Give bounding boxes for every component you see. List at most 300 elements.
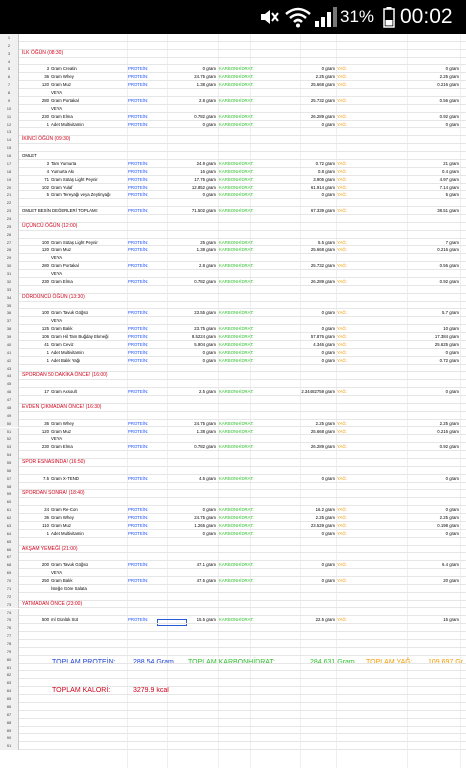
row-number[interactable]: 25 (0, 223, 19, 231)
table-row[interactable] (0, 695, 466, 703)
table-row[interactable] (0, 616, 466, 624)
row-number[interactable]: 21 (0, 191, 19, 199)
row-number[interactable]: 62 (0, 514, 19, 522)
row-number[interactable]: 82 (0, 671, 19, 679)
karb-value: 0 gram (321, 562, 335, 568)
row-number[interactable]: 83 (0, 679, 19, 687)
table-row[interactable] (0, 467, 466, 475)
row-number[interactable]: 49 (0, 412, 19, 420)
row-number[interactable]: 9 (0, 97, 19, 105)
table-row[interactable] (0, 34, 466, 42)
row-number[interactable]: 37 (0, 317, 19, 325)
yag-value: 6.4 gram (442, 562, 459, 568)
yag-value: 0.4 gram (442, 168, 459, 174)
yag-label: YAĞ: (337, 389, 347, 395)
table-row[interactable] (0, 144, 466, 152)
karb-value: 0 gram (321, 121, 335, 127)
table-row[interactable] (0, 443, 466, 451)
yag-label: YAĞ: (337, 349, 347, 355)
karb-label: KARBONHİDRAT: (219, 420, 254, 426)
row-number[interactable]: 18 (0, 168, 19, 176)
protein-label: PROTEİN: (128, 168, 149, 174)
karb-label: KARBONHİDRAT: (219, 349, 254, 355)
yag-value: 0.198 gram (437, 522, 459, 528)
table-row[interactable] (0, 309, 466, 317)
row-number[interactable]: 85 (0, 695, 19, 703)
karb-label: KARBONHİDRAT: (219, 176, 254, 182)
row-number[interactable]: 56 (0, 467, 19, 475)
protein-value: 0.782 gram (194, 444, 216, 450)
table-row[interactable] (0, 81, 466, 89)
table-row[interactable] (0, 624, 466, 632)
row-number[interactable]: 45 (0, 380, 19, 388)
row-number[interactable]: 76 (0, 624, 19, 632)
row-number[interactable]: 23 (0, 207, 19, 215)
table-row[interactable] (0, 302, 466, 310)
karb-label: KARBONHİDRAT: (219, 444, 254, 450)
item-cell: VEYA (51, 570, 63, 576)
table-row[interactable] (0, 184, 466, 192)
table-row[interactable] (0, 325, 466, 333)
table-row[interactable] (0, 317, 466, 325)
table-row[interactable] (0, 160, 466, 168)
table-row[interactable] (0, 553, 466, 561)
table-row[interactable] (0, 191, 466, 199)
karb-value: 67.339 gram (310, 208, 335, 214)
row-number[interactable]: 67 (0, 553, 19, 561)
protein-label: PROTEİN: (128, 192, 149, 198)
table-row[interactable] (0, 372, 466, 380)
row-number[interactable]: 73 (0, 601, 19, 609)
table-row[interactable] (0, 734, 466, 742)
yag-value: 0.216 gram (437, 428, 459, 434)
table-row[interactable] (0, 420, 466, 428)
row-number[interactable]: 72 (0, 593, 19, 601)
table-row[interactable] (0, 719, 466, 727)
row-number[interactable]: 91 (0, 742, 19, 750)
karb-value: 61.914 gram (310, 184, 335, 190)
row-number[interactable]: 89 (0, 727, 19, 735)
row-number[interactable]: 63 (0, 522, 19, 530)
yag-label: YAĞ: (337, 239, 347, 245)
table-row[interactable] (0, 254, 466, 262)
qty-cell: 200 (41, 562, 49, 568)
row-number[interactable]: 54 (0, 451, 19, 459)
row-number[interactable]: 64 (0, 530, 19, 538)
protein-value: 1.38 gram (196, 428, 216, 434)
table-row[interactable] (0, 727, 466, 735)
item-cell: Gram Tereyağı veya Zeytinyağı (51, 192, 111, 198)
table-row[interactable] (0, 483, 466, 491)
row-number[interactable]: 80 (0, 656, 19, 664)
karb-value: 16.2 gram (315, 507, 335, 513)
row-number[interactable]: 10 (0, 105, 19, 113)
row-number[interactable]: 14 (0, 136, 19, 144)
karb-value: 0 gram (321, 349, 335, 355)
row-number[interactable]: 81 (0, 664, 19, 672)
karb-value: 0 gram (321, 326, 335, 332)
table-row[interactable] (0, 58, 466, 66)
karb-value: 26.289 gram (310, 113, 335, 119)
row-number[interactable]: 29 (0, 254, 19, 262)
row-number[interactable]: 6 (0, 73, 19, 81)
table-row[interactable] (0, 357, 466, 365)
table-row[interactable] (0, 664, 466, 672)
row-number[interactable]: 53 (0, 443, 19, 451)
table-row[interactable] (0, 113, 466, 121)
protein-value: 0 gram (202, 349, 216, 355)
protein-value: 24.75 gram (194, 74, 216, 80)
protein-label: PROTEİN: (128, 247, 149, 253)
row-number[interactable]: 40 (0, 341, 19, 349)
karb-label: KARBONHİDRAT: (219, 310, 254, 316)
row-number[interactable]: 57 (0, 475, 19, 483)
karb-label: KARBONHİDRAT: (219, 357, 254, 363)
row-number[interactable]: 71 (0, 585, 19, 593)
table-row[interactable] (0, 239, 466, 247)
yag-value: 10 gram (443, 326, 459, 332)
row-number[interactable]: 34 (0, 294, 19, 302)
table-row[interactable] (0, 176, 466, 184)
karb-value: 2.25 gram (315, 420, 335, 426)
table-row[interactable] (0, 333, 466, 341)
protein-value: 1.265 gram (194, 522, 216, 528)
protein-value: 0 gram (202, 357, 216, 363)
table-row[interactable] (0, 50, 466, 58)
row-number[interactable]: 4 (0, 58, 19, 66)
table-row[interactable] (0, 278, 466, 286)
karb-label: KARBONHİDRAT: (219, 113, 254, 119)
qty-cell: 230 (41, 444, 49, 450)
item-cell: VEYA (51, 271, 63, 277)
row-number[interactable]: 46 (0, 388, 19, 396)
row-number[interactable]: 36 (0, 309, 19, 317)
row-number[interactable]: 90 (0, 734, 19, 742)
protein-value: 23.75 gram (194, 326, 216, 332)
table-row[interactable] (0, 89, 466, 97)
table-row[interactable] (0, 404, 466, 412)
item-cell: Gram Muz (51, 428, 72, 434)
yag-label: YAĞ: (337, 341, 347, 347)
table-row[interactable] (0, 609, 466, 617)
protein-value: 24.75 gram (194, 515, 216, 521)
protein-value: 47.1 gram (196, 562, 216, 568)
row-number[interactable]: 88 (0, 719, 19, 727)
protein-value: 24.75 gram (194, 420, 216, 426)
karb-label: KARBONHİDRAT: (219, 278, 254, 284)
qty-cell: 230 (41, 278, 49, 284)
table-row[interactable] (0, 136, 466, 144)
row-number[interactable]: 12 (0, 121, 19, 129)
row-number[interactable]: 33 (0, 286, 19, 294)
yag-value: 0 gram (445, 475, 459, 481)
table-row[interactable] (0, 577, 466, 585)
total-karb-value: 284.631 Gram (310, 659, 355, 666)
row-number[interactable]: 31 (0, 270, 19, 278)
table-row[interactable] (0, 514, 466, 522)
yag-value: 2.25 gram (439, 420, 459, 426)
row-number[interactable]: 87 (0, 711, 19, 719)
qty-cell: 36 (44, 74, 49, 80)
table-row[interactable] (0, 349, 466, 357)
table-row[interactable] (0, 601, 466, 609)
table-row[interactable] (0, 105, 466, 113)
karb-value: 0 gram (321, 530, 335, 536)
row-number[interactable]: 74 (0, 609, 19, 617)
table-row[interactable] (0, 711, 466, 719)
table-row[interactable] (0, 412, 466, 420)
row-number[interactable]: 68 (0, 561, 19, 569)
yag-value: 0.72 gram (439, 357, 459, 363)
table-row[interactable] (0, 742, 466, 750)
table-row[interactable] (0, 294, 466, 302)
karb-value: 0 gram (321, 357, 335, 363)
yag-label: YAĞ: (337, 357, 347, 363)
item-cell: Gram Re-Con (51, 507, 78, 513)
table-row[interactable] (0, 490, 466, 498)
row-number[interactable]: 16 (0, 152, 19, 160)
total-protein-label: TOPLAM PROTEİN: (52, 659, 116, 666)
table-row[interactable] (0, 199, 466, 207)
protein-value: 23.55 gram (194, 310, 216, 316)
yag-value: 0 gram (445, 121, 459, 127)
row-number[interactable]: 59 (0, 490, 19, 498)
yag-label: YAĞ: (337, 428, 347, 434)
table-row[interactable] (0, 498, 466, 506)
table-row[interactable] (0, 380, 466, 388)
table-row[interactable] (0, 396, 466, 404)
item-cell: Gram Yulaf (51, 184, 73, 190)
protein-value: 0 gram (202, 192, 216, 198)
table-row[interactable] (0, 428, 466, 436)
row-number[interactable]: 77 (0, 632, 19, 640)
item-cell: Gram Sütaş Light Peynir (51, 239, 98, 245)
row-number[interactable]: 38 (0, 325, 19, 333)
item-cell: Gram Whey (51, 515, 74, 521)
protein-label: PROTEİN: (128, 444, 149, 450)
row-number[interactable]: 41 (0, 349, 19, 357)
row-number[interactable]: 43 (0, 365, 19, 373)
yag-label: YAĞ: (337, 184, 347, 190)
row-number[interactable]: 19 (0, 176, 19, 184)
karb-value: 4.346 gram (313, 341, 335, 347)
protein-label: PROTEİN: (128, 160, 149, 166)
row-number[interactable]: 58 (0, 483, 19, 491)
item-cell: Gram Muz (51, 82, 72, 88)
section-title: SPORDAN SONRA! (18:40) (22, 490, 85, 497)
table-row[interactable] (0, 640, 466, 648)
protein-label: PROTEİN: (128, 74, 149, 80)
row-number[interactable]: 32 (0, 278, 19, 286)
row-number[interactable]: 17 (0, 160, 19, 168)
protein-value: 2.5 gram (199, 389, 216, 395)
row-number[interactable]: 8 (0, 89, 19, 97)
table-row[interactable] (0, 593, 466, 601)
yag-value: 5 gram (445, 192, 459, 198)
protein-label: PROTEİN: (128, 522, 149, 528)
table-row[interactable] (0, 231, 466, 239)
row-number[interactable]: 69 (0, 569, 19, 577)
row-number[interactable]: 50 (0, 420, 19, 428)
row-number[interactable]: 75 (0, 616, 19, 624)
table-row[interactable] (0, 97, 466, 105)
karb-label: KARBONHİDRAT: (219, 82, 254, 88)
yag-value: 0 gram (445, 507, 459, 513)
table-row[interactable] (0, 215, 466, 223)
row-number[interactable]: 84 (0, 687, 19, 695)
row-number[interactable]: 27 (0, 239, 19, 247)
row-number[interactable]: 7 (0, 81, 19, 89)
yag-label: YAĞ: (337, 247, 347, 253)
table-row[interactable] (0, 341, 466, 349)
table-row[interactable] (0, 286, 466, 294)
yag-label: YAĞ: (337, 192, 347, 198)
table-row[interactable] (0, 262, 466, 270)
table-row[interactable] (0, 388, 466, 396)
row-number[interactable]: 61 (0, 506, 19, 514)
row-number[interactable]: 35 (0, 302, 19, 310)
row-number[interactable]: 52 (0, 435, 19, 443)
row-number[interactable]: 70 (0, 577, 19, 585)
row-number[interactable]: 86 (0, 703, 19, 711)
table-row[interactable] (0, 656, 466, 664)
table-row[interactable] (0, 585, 466, 593)
karb-value: 2.25 gram (315, 74, 335, 80)
table-row[interactable] (0, 73, 466, 81)
item-cell: Gram Sütaş Light Peynir (51, 176, 98, 182)
table-row[interactable] (0, 168, 466, 176)
yag-label: YAĞ: (337, 530, 347, 536)
protein-label: PROTEİN: (128, 428, 149, 434)
section-title: DÖRDÜNCÜ ÖĞÜN (13:30) (22, 293, 85, 300)
row-number[interactable]: 26 (0, 231, 19, 239)
table-row[interactable] (0, 223, 466, 231)
table-row[interactable] (0, 246, 466, 254)
table-row[interactable] (0, 679, 466, 687)
row-number[interactable]: 2 (0, 42, 19, 50)
item-cell: Gram Whey (51, 420, 74, 426)
row-number[interactable]: 11 (0, 113, 19, 121)
protein-value: 15.5 gram (196, 617, 216, 623)
qty-cell: 120 (41, 428, 49, 434)
table-row[interactable] (0, 121, 466, 129)
row-number[interactable]: 5 (0, 65, 19, 73)
row-number[interactable]: 48 (0, 404, 19, 412)
row-number[interactable]: 39 (0, 333, 19, 341)
row-number[interactable]: 66 (0, 546, 19, 554)
qty-cell: 1 (46, 530, 49, 536)
karb-label: KARBONHİDRAT: (219, 562, 254, 568)
row-number[interactable]: 1 (0, 34, 19, 42)
table-row[interactable] (0, 569, 466, 577)
karb-label: KARBONHİDRAT: (219, 192, 254, 198)
row-number[interactable]: 51 (0, 428, 19, 436)
row-number[interactable]: 65 (0, 538, 19, 546)
table-row[interactable] (0, 152, 466, 160)
table-row[interactable] (0, 546, 466, 554)
table-row[interactable] (0, 475, 466, 483)
protein-label: PROTEİN: (128, 66, 149, 72)
qty-cell: 1 (46, 349, 49, 355)
table-row[interactable] (0, 270, 466, 278)
yag-label: YAĞ: (337, 507, 347, 513)
yag-label: YAĞ: (337, 97, 347, 103)
row-number[interactable]: 44 (0, 372, 19, 380)
row-number[interactable]: 13 (0, 128, 19, 136)
row-number[interactable]: 3 (0, 50, 19, 58)
karb-label: KARBONHİDRAT: (219, 97, 254, 103)
qty-cell: 500 (41, 617, 49, 623)
item-cell: Adet Multivitamin (51, 349, 84, 355)
item-cell: Tam Yumurta (51, 160, 77, 166)
table-row[interactable] (0, 435, 466, 443)
table-row[interactable] (0, 459, 466, 467)
protein-label: PROTEİN: (128, 530, 149, 536)
table-row[interactable] (0, 703, 466, 711)
qty-cell: 3 (46, 160, 49, 166)
yag-label: YAĞ: (337, 515, 347, 521)
row-number[interactable]: 55 (0, 459, 19, 467)
table-row[interactable] (0, 561, 466, 569)
row-number[interactable]: 30 (0, 262, 19, 270)
protein-label: PROTEİN: (128, 341, 149, 347)
karb-label: KARBONHİDRAT: (219, 168, 254, 174)
table-row[interactable] (0, 687, 466, 695)
table-row[interactable] (0, 207, 466, 215)
yag-value: 0.216 gram (437, 82, 459, 88)
protein-label: PROTEİN: (128, 278, 149, 284)
row-number[interactable]: 42 (0, 357, 19, 365)
table-row[interactable] (0, 538, 466, 546)
table-row[interactable] (0, 648, 466, 656)
protein-value: 0 gram (202, 507, 216, 513)
row-number[interactable]: 78 (0, 640, 19, 648)
row-number[interactable]: 20 (0, 184, 19, 192)
yag-label: YAĞ: (337, 66, 347, 72)
protein-label: PROTEİN: (128, 562, 149, 568)
section-title: EVDEN ÇIKMADAN ÖNCE! (16:30) (22, 403, 102, 410)
table-row[interactable] (0, 451, 466, 459)
row-number[interactable]: 24 (0, 215, 19, 223)
table-row[interactable] (0, 65, 466, 73)
spreadsheet[interactable] (0, 34, 466, 768)
item-cell: Gram Tavuk Göğsü (51, 562, 88, 568)
qty-cell: 100 (41, 310, 49, 316)
row-number[interactable]: 28 (0, 246, 19, 254)
karb-value: 2.34482759 gram (301, 389, 335, 395)
table-row[interactable] (0, 671, 466, 679)
total-kalori-value: 3279.9 kcal (133, 687, 169, 694)
yag-value: 0.56 gram (439, 263, 459, 269)
row-number[interactable]: 79 (0, 648, 19, 656)
yag-label: YAĞ: (337, 160, 347, 166)
karb-label: KARBONHİDRAT: (219, 522, 254, 528)
row-number[interactable]: 47 (0, 396, 19, 404)
row-number[interactable]: 22 (0, 199, 19, 207)
karb-value: 3.905 gram (313, 176, 335, 182)
row-number[interactable]: 15 (0, 144, 19, 152)
table-row[interactable] (0, 506, 466, 514)
table-row[interactable] (0, 530, 466, 538)
protein-value: 24.9 gram (196, 160, 216, 166)
row-number[interactable]: 60 (0, 498, 19, 506)
table-row[interactable] (0, 632, 466, 640)
protein-label: PROTEİN: (128, 420, 149, 426)
table-row[interactable] (0, 42, 466, 50)
karb-value: 23.529 gram (310, 522, 335, 528)
item-cell: VEYA (51, 105, 63, 111)
table-row[interactable] (0, 522, 466, 530)
